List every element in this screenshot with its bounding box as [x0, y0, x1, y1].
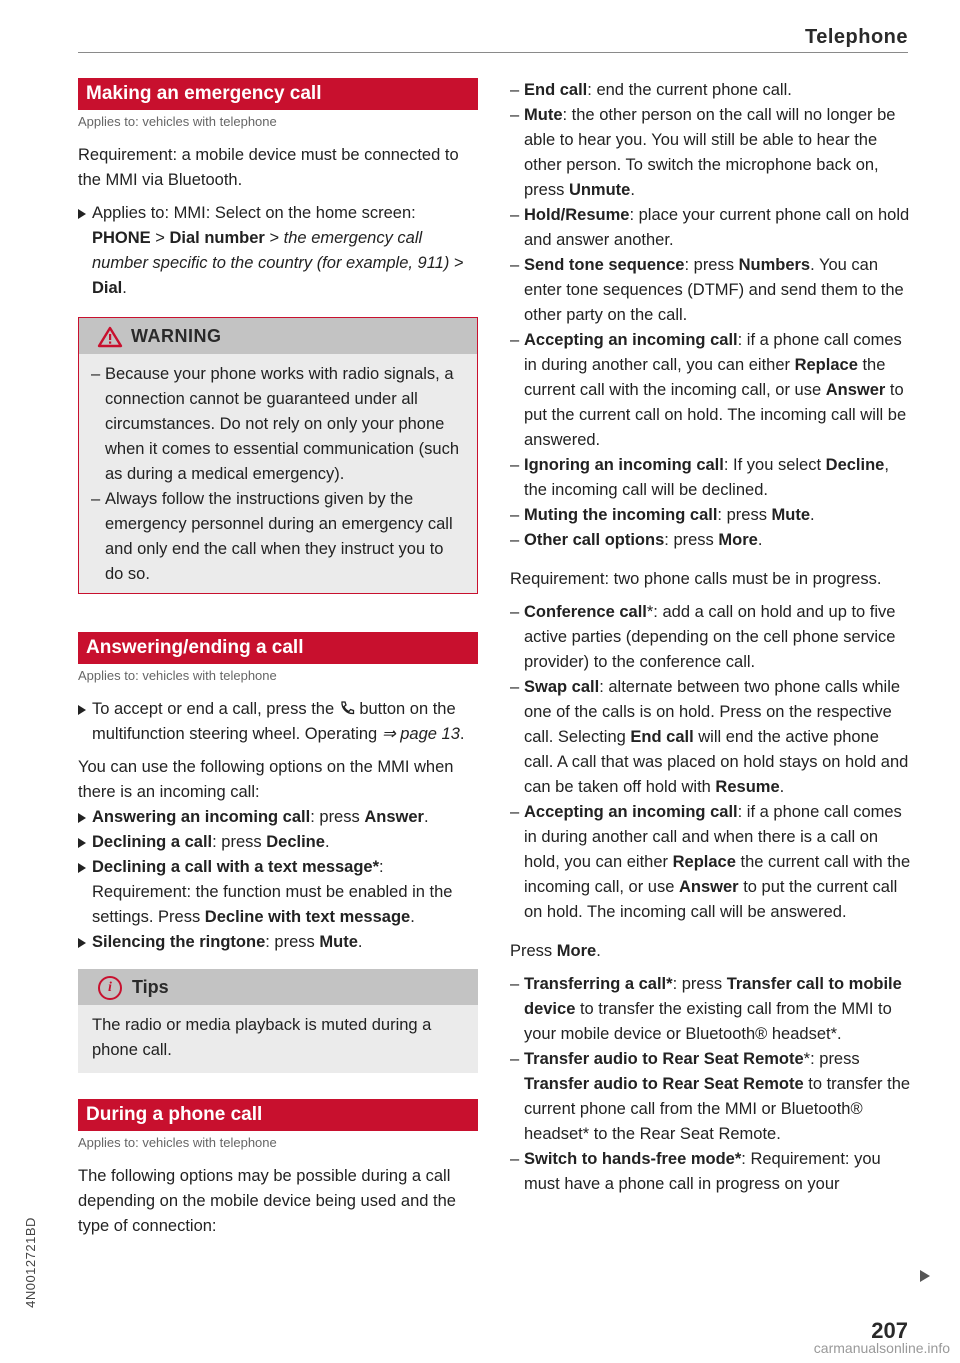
- list-item: – Accepting an incoming call: if a phone call comes in during another call, you can either Replace the current call with the incoming call, or use Answer to put the current call on hold. The incoming call will be answered.: [510, 331, 907, 449]
- list-item: – Muting the incoming call: press Mute.: [510, 506, 815, 524]
- section-heading-answering: Answering/ending a call: [78, 632, 478, 664]
- warning-header: [79, 318, 477, 354]
- right-column: [510, 78, 912, 1197]
- warning-triangle-icon: [97, 326, 123, 348]
- list-item: – Ignoring an incoming call: If you select Decline, the incoming call will be declined.: [510, 456, 889, 499]
- phone-icon: [339, 700, 355, 716]
- warning-item: – Always follow the instructions given by the emergency personnel during an emergency call and only end the call when they instruct you to do so.: [91, 490, 453, 583]
- document-code: 4N0012721BD: [22, 1217, 38, 1308]
- emergency-number-note: the emergency call number specific to the country (for example, 911): [92, 229, 450, 272]
- page-reference[interactable]: ⇒ page 13: [381, 725, 460, 743]
- step-item: To accept or end a call, press the button on the multifunction steering wheel. Operating ⇒ page 13.: [78, 697, 478, 747]
- list-item: – Other call options: press More.: [510, 531, 763, 549]
- press-more: Press More.: [510, 942, 601, 960]
- continue-arrow-icon: [920, 1270, 930, 1282]
- section-heading-emergency: Making an emergency call: [78, 78, 478, 110]
- list-item: – Conference call*: add a call on hold and up to five active parties (depending on the cell phone service provider) to the conference call.: [510, 603, 896, 671]
- menu-dial: Dial: [92, 279, 123, 297]
- list-item: – Send tone sequence: press Numbers. You can enter tone sequences (DTMF) and send them to the other party on the call.: [510, 256, 904, 324]
- tips-header: [78, 969, 478, 1005]
- info-icon: i: [98, 976, 122, 1000]
- warning-item: – Because your phone works with radio signals, a connection cannot be guaranteed under all circumstances. Do not rely on only your phone when it comes to essential communication (such as during a medical emergency).: [91, 365, 459, 483]
- list-item: – End call: end the current phone call.: [510, 81, 792, 99]
- warning-title: WARNING: [131, 326, 222, 346]
- list-item: – Transfer audio to Rear Seat Remote*: press Transfer audio to Rear Seat Remote to transfer the current phone call from the MMI or Bluetooth® headset* to the Rear Seat Remote.: [510, 1050, 911, 1143]
- list-item: – Swap call: alternate between two phone calls while one of the calls is on hold. Press on the respective call. Selecting End call will end the active phone call. A call that was placed on hold stays on hold and can be taken off hold with Resume.: [510, 678, 909, 796]
- arrow-bullet-icon: [78, 209, 86, 219]
- option-item: Answering an incoming call: press Answer.: [78, 805, 478, 830]
- tips-body: The radio or media playback is muted during a phone call.: [78, 1005, 478, 1073]
- applies-note: Applies to: vehicles with telephone: [78, 668, 277, 683]
- applies-note: Applies to: vehicles with telephone: [78, 114, 277, 129]
- page-header: [78, 24, 908, 53]
- step-item: Applies to: MMI: Select on the home screen: PHONE > Dial number > the emergency call number specific to the country (for example, 911) > Dial.: [78, 201, 478, 301]
- option-item: Declining a call: press Decline.: [78, 830, 478, 855]
- arrow-bullet-icon: [78, 705, 86, 715]
- tips-box: [78, 969, 478, 1073]
- warning-box: [78, 317, 478, 594]
- section-heading-during: During a phone call: [78, 1099, 478, 1131]
- warning-body: [79, 354, 477, 593]
- left-column: [78, 78, 478, 1239]
- list-item: – Transferring a call*: press Transfer call to mobile device to transfer the existing call from the MMI to your mobile device or Bluetooth® headset*.: [510, 975, 902, 1043]
- chapter-title: Telephone: [804, 26, 908, 48]
- options-intro: You can use the following options on the MMI when there is an incoming call:: [78, 758, 454, 801]
- list-item: – Hold/Resume: place your current phone call on hold and answer another.: [510, 206, 910, 249]
- option-item: Silencing the ringtone: press Mute.: [78, 930, 478, 955]
- page-number: 207: [871, 1318, 908, 1343]
- list-item: – Mute: the other person on the call will no longer be able to hear you. You will still be able to hear the other person. To switch the microphone back on, press Unmute.: [510, 106, 896, 199]
- watermark: carmanualsonline.info: [813, 1340, 950, 1356]
- during-intro: The following options may be possible during a call depending on the mobile device being used and the type of connection:: [78, 1167, 456, 1235]
- list-item: – Accepting an incoming call: if a phone call comes in during another call and when there is a call on hold, you can either Replace the current call with the incoming call, or use Answer to put the current call on hold. The incoming call will be answered.: [510, 803, 911, 921]
- requirement-text: Requirement: a mobile device must be connected to the MMI via Bluetooth.: [78, 146, 459, 189]
- menu-dial-number: Dial number: [169, 229, 265, 247]
- tips-title: Tips: [132, 977, 169, 997]
- applies-note: Applies to: vehicles with telephone: [78, 1135, 277, 1150]
- requirement-two-calls: Requirement: two phone calls must be in progress.: [510, 570, 882, 588]
- option-item: Declining a call with a text message*: Requirement: the function must be enabled in the settings. Press Decline with text message.: [78, 855, 478, 930]
- list-item: – Switch to hands-free mode*: Requirement: you must have a phone call in progress on your: [510, 1150, 881, 1193]
- menu-phone: PHONE: [92, 229, 151, 247]
